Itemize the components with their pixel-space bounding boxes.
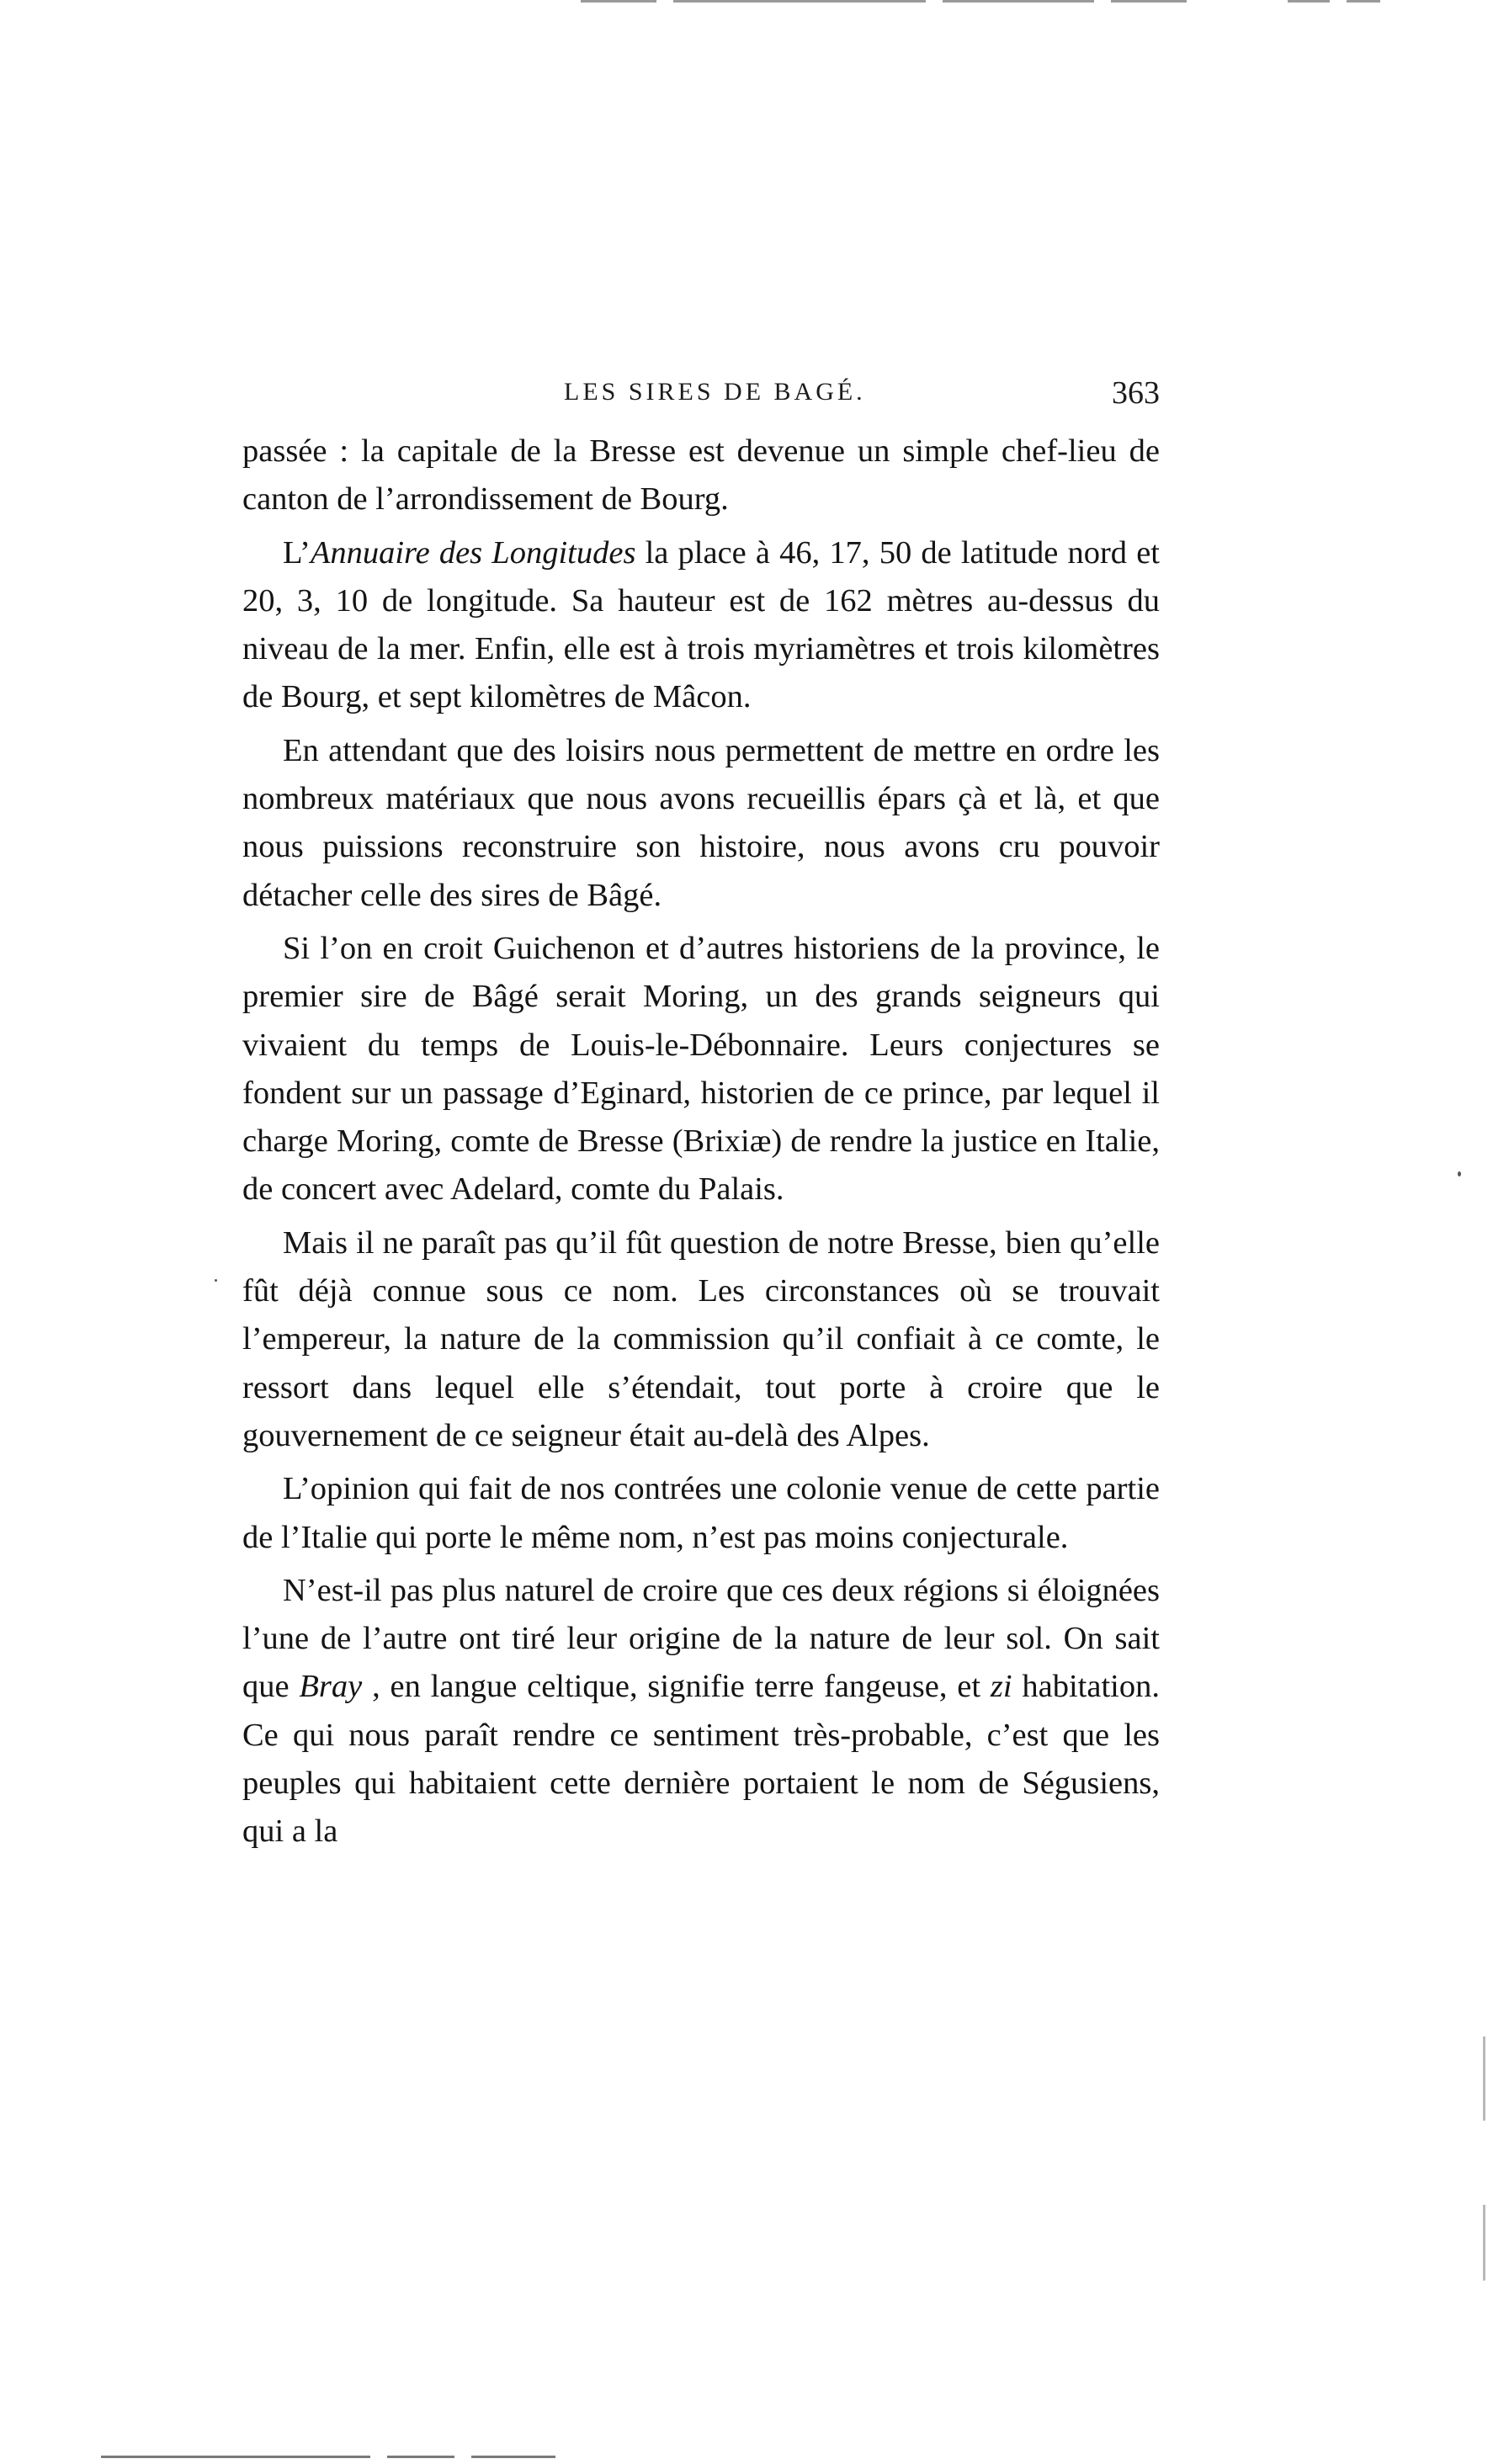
paragraph xyxy=(242,727,1160,920)
scan-rule-top xyxy=(943,0,1094,3)
text-run: En attendant que des loisirs nous permettent de mettre en ordre les nombreux matériaux que nous avons recueillis épars çà et là, et que nous puissions reconstruire son histoire, nous avons cru pouvoir détacher celle des sires de Bâgé. xyxy=(242,732,1160,913)
scan-edge-mark xyxy=(1483,2037,1485,2121)
paragraph xyxy=(242,925,1160,1214)
text-run: N’est-il pas plus naturel de croire que ces deux régions si éloignées l’une de l’autre ont tiré leur origine de la nature de leur sol. On sait que xyxy=(242,1572,1160,1705)
scan-rule-top xyxy=(1111,0,1187,3)
scan-edge-mark xyxy=(1483,2205,1485,2281)
text-run: la place à 46, 17, 50 de latitude nord et 20, 3, 10 de longitude. Sa hauteur est de 162 mètres au-dessus du niveau de la mer. Enfin, elle est à trois myriamètres et trois kilomètres de Bourg, et sept kilomètres de Mâcon. xyxy=(242,534,1160,715)
scan-rule-top xyxy=(1347,0,1380,3)
body-text xyxy=(242,427,1160,1861)
scan-speck xyxy=(1458,1171,1461,1176)
text-run: L’opinion qui fait de nos contrées une colonie venue de cette partie de l’Italie qui porte le même nom, n’est pas moins conjecturale. xyxy=(242,1471,1160,1555)
text-run: habitation. Ce qui nous paraît rendre ce sentiment très-probable, c’est que les peuples qui habitaient cette dernière portaient le nom de Ségusiens, qui a la xyxy=(242,1669,1160,1850)
scan-rule-bottom xyxy=(101,2456,370,2458)
scan-rule-top xyxy=(673,0,926,3)
scan-speck xyxy=(215,1279,217,1282)
paragraph xyxy=(242,1567,1160,1856)
italic-term: Bray xyxy=(299,1669,363,1705)
text-run: , en langue celtique, signifie terre fangeuse, et xyxy=(362,1669,991,1705)
scan-rule-top xyxy=(1288,0,1330,3)
scan-rule-top xyxy=(581,0,656,3)
text-run: Si l’on en croit Guichenon et d’autres historiens de la province, le premier sire de Bâgé serait Moring, un des grands seigneurs qui vivaient du temps de Louis-le-Débonnaire. Leurs conjectures se fondent sur un passage d’Eginard, historien de ce prince, par lequel il charge Moring, comte de Bresse (Brixiæ) de rendre la justice en Italie, de concert avec Adelard, comte du Palais. xyxy=(242,930,1160,1208)
scan-rule-bottom xyxy=(387,2456,454,2458)
running-head: LES SIRES DE BAGÉ. xyxy=(564,378,866,406)
page-header xyxy=(244,374,1160,417)
paragraph xyxy=(242,427,1160,524)
text-run: L’ xyxy=(283,534,311,571)
paragraph xyxy=(242,1219,1160,1460)
text-run: passée : la capitale de la Bresse est devenue un simple chef-lieu de canton de l’arrondissement de Bourg. xyxy=(242,433,1160,518)
paragraph xyxy=(242,529,1160,722)
text-run: Mais il ne paraît pas qu’il fût question de notre Bresse, bien qu’elle fût déjà connue sous ce nom. Les circonstances où se trouvait l’empereur, la nature de la commission qu’il confiait à ce comte, le ressort dans lequel elle s’étendait, tout porte à croire que le gouvernement de ce seigneur était au-delà des Alpes. xyxy=(242,1224,1160,1453)
italic-term: zi xyxy=(990,1669,1012,1705)
scan-rule-bottom xyxy=(471,2456,555,2458)
page-number: 363 xyxy=(1112,375,1160,411)
paragraph xyxy=(242,1465,1160,1562)
italic-term: Annuaire des Longitudes xyxy=(310,534,636,571)
